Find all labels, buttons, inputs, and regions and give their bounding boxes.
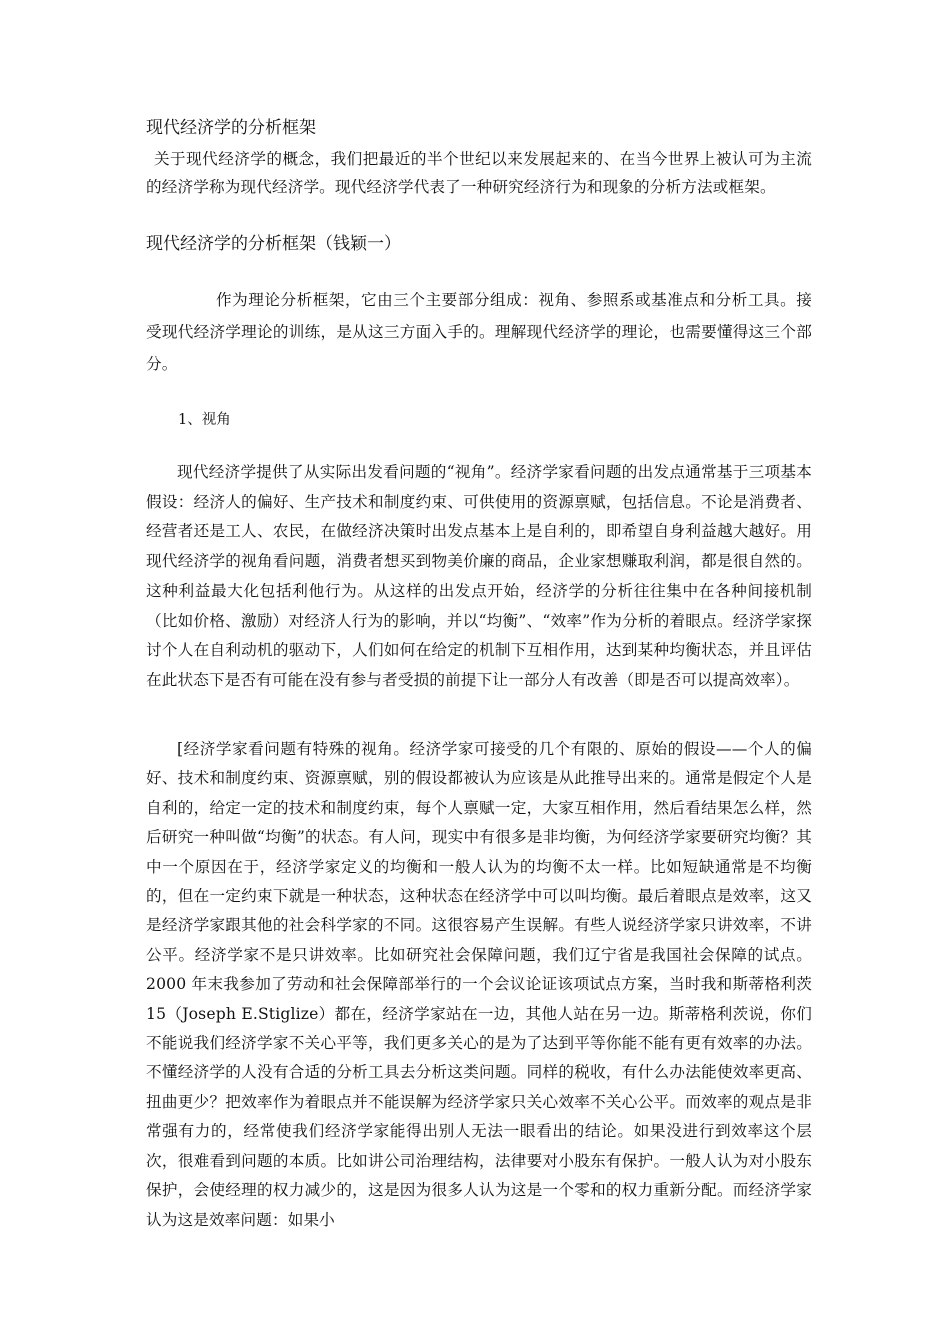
viewpoint-discussion-paragraph: [经济学家看问题有特殊的视角。经济学家可接受的几个有限的、原始的假设——个人的偏好、技术和制度约束、资源禀赋，别的假设都被认为应该是从此推导出来的。通常是假定个人是自利的，给定一定的技术和制度约束，每个人禀赋一定，大家互相作用，然后看结果怎么样，然后研究一种叫做“均衡”的状态。有人问，现实中有很多是非均衡，为何经济学家要研究均衡？其中一个原因在于，经济学家定义的均衡和一般人认为的均衡不太一样。比如短缺通常是不均衡的，但在一定约束下就是一种状态，这种状态在经济学中可以叫均衡。最后着眼点是效率，这又是经济学家跟其他的社会科学家的不同。这很容易产生误解。有些人说经济学家只讲效率，不讲公平。经济学家不是只讲效率。比如研究社会保障问题，我们辽宁省是我国社会保障的试点。2000 年末我参加了劳动和社会保障部举行的一个会议论证该项试点方案，当时我和斯蒂格利茨15（Joseph E.Stiglize）都在，经济学家站在一边，其他人站在另一边。斯蒂格利茨说，你们不能说我们经济学家不关心平等，我们更多关心的是为了达到平等你能不能有更有效率的办法。不懂经济学的人没有合适的分析工具去分析这类问题。同样的税收，有什么办法能使效率更高、扭曲更少？把效率作为着眼点并不能误解为经济学家只关心效率不关心公平。而效率的观点是非常强有力的，经常使我们经济学家能得出别人无法一眼看出的结论。如果没进行到效率这个层次，很难看到问题的本质。比如讲公司治理结构，法律要对小股东有保护。一般人认为对小股东保护，会使经理的权力减少的，这是因为很多人认为这是一个零和的权力重新分配。而经济学家认为这是效率问题：如果小 bbox=[146, 740, 812, 1229]
document-title: 现代经济学的分析框架 bbox=[146, 118, 316, 138]
article-title: 现代经济学的分析框架（钱颖一） bbox=[146, 234, 401, 254]
section-heading-viewpoint: 1、视角 bbox=[178, 412, 231, 428]
viewpoint-paragraph: 现代经济学提供了从实际出发看问题的“视角”。经济学家看问题的出发点通常基于三项基本假设：经济人的偏好、生产技术和制度约束、可供使用的资源禀赋，包括信息。不论是消费者、经营者还是工人、农民，在做经济决策时出发点基本上是自利的，即希望自身利益越大越好。用现代经济学的视角看问题，消费者想买到物美价廉的商品，企业家想赚取利润，都是很自然的。这种利益最大化包括利他行为。从这样的出发点开始，经济学的分析往往集中在各种间接机制（比如价格、激励）对经济人行为的影响，并以“均衡”、“效率”作为分析的着眼点。经济学家探讨个人在自利动机的驱动下，人们如何在给定的机制下互相作用，达到某种均衡状态，并且评估在此状态下是否有可能在没有参与者受损的前提下让一部分人有改善（即是否可以提高效率）。 bbox=[146, 463, 812, 689]
intro-paragraph: 关于现代经济学的概念，我们把最近的半个世纪以来发展起来的、在当今世界上被认可为主流的经济学称为现代经济学。现代经济学代表了一种研究经济行为和现象的分析方法或框架。 bbox=[146, 150, 812, 196]
framework-paragraph: 作为理论分析框架，它由三个主要部分组成：视角、参照系或基准点和分析工具。接受现代经济学理论的训练，是从这三方面入手的。理解现代经济学的理论，也需要懂得这三个部分。 bbox=[146, 291, 812, 373]
